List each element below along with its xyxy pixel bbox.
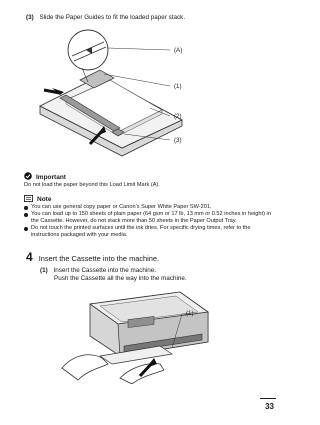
list-item (24, 204, 276, 211)
page-number: 33 (265, 402, 274, 411)
callout-A: (A) (174, 47, 183, 54)
callout-1: (1) (174, 83, 182, 90)
step-4-number: 4 (26, 250, 33, 264)
figure2-callout-1: (1) (186, 310, 194, 317)
note-header (24, 195, 51, 204)
important-text: Do not load the paper beyond this Load Limit Mark (A). (24, 182, 160, 188)
bullet-icon (24, 213, 28, 217)
step-3-text: Slide the Paper Guides to fit the loaded paper stack. (39, 14, 186, 21)
list-item (24, 225, 276, 239)
bullet-icon (24, 206, 28, 210)
substep-1 (40, 267, 156, 275)
substep-1-line-1: Insert the Cassette into the machine. (53, 267, 157, 274)
important-title: Important (36, 173, 66, 181)
note-item-3: Do not touch the printed surfaces until the ink dries. For specific drying times, refer to the instructions packaged with your media. (31, 225, 251, 238)
note-item-2: You can load up to 150 sheets of plain paper (64 gsm or 17 lb, 13 mm or 0.52 inches in height) in the Cassette. However, do not stack more than 50 sheets in the Paper Output Tray. (31, 211, 271, 224)
substep-1-line-2: Push the Cassette all the way into the machine. (54, 275, 187, 282)
important-header (24, 172, 66, 182)
note-item-1: You can use general copy paper or Canon’s Super White Paper SW-201. (31, 204, 212, 210)
page-number-rule (260, 398, 276, 399)
step-3 (26, 14, 185, 21)
step-4-title: Insert the Cassette into the machine. (38, 254, 160, 263)
substep-1-number: (1) (40, 267, 48, 274)
callout-2: (2) (174, 113, 182, 120)
callout-3: (3) (174, 137, 182, 144)
step-4 (26, 250, 159, 264)
cassette-paper-guides-figure (30, 28, 190, 168)
note-icon (24, 195, 33, 204)
step-3-number: (3) (26, 14, 34, 21)
bullet-icon (24, 227, 28, 231)
list-item (24, 211, 276, 225)
check-circle-icon (24, 172, 32, 182)
note-list (24, 204, 276, 239)
insert-cassette-figure (60, 284, 210, 384)
note-title: Note (37, 196, 52, 203)
